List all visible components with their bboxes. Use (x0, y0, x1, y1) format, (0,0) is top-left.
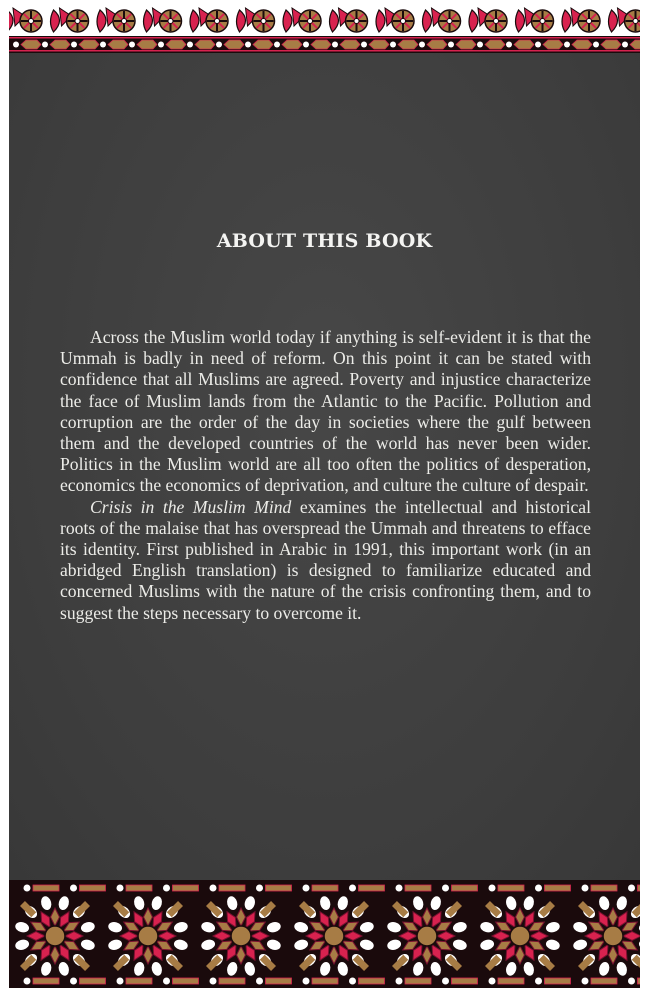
description-text (60, 327, 591, 624)
paragraph-1: Across the Muslim world today if anything is self-evident it is that the Ummah is badly in need of reform. On this point it can be stated with confidence that all Muslims are agreed. Poverty and injustice characterize the face of Muslim lands from the Atlantic to the Pacific. Pollution and corruption are the order of the day in societies where the gulf between them and the developed countries of the world has never been wider. Politics in the Muslim world are all too often the politics of desperation, economics the economics of deprivation, and culture the culture of despair. (60, 327, 591, 496)
arabesque-border-icon (9, 6, 640, 53)
geometric-star-border-icon (9, 880, 640, 991)
bottom-geometric-border (9, 880, 640, 991)
book-title: Crisis in the Muslim Mind (90, 496, 292, 517)
star-rosette (14, 895, 96, 977)
star-rosette (386, 895, 468, 977)
star-rosette (107, 895, 189, 977)
star-rosette (200, 895, 282, 977)
dark-text-panel (9, 53, 640, 880)
book-back-cover (9, 6, 640, 991)
paragraph-2-text: examines the intellectual and historical roots of the malaise that has overspread the Ummah and threatens to efface its identity. First published in Arabic in 1991, this important work (in an abridged English translation) is designed to familiarize educated and concerned Muslims with the nature of the crisis confronting them, and to suggest the steps necessary to overcome it. (60, 496, 591, 623)
star-rosette (293, 895, 375, 977)
page-title: ABOUT THIS BOOK (216, 230, 433, 252)
paragraph-2 (60, 497, 591, 624)
top-arabesque-border (9, 6, 640, 53)
star-rosette (479, 895, 561, 977)
